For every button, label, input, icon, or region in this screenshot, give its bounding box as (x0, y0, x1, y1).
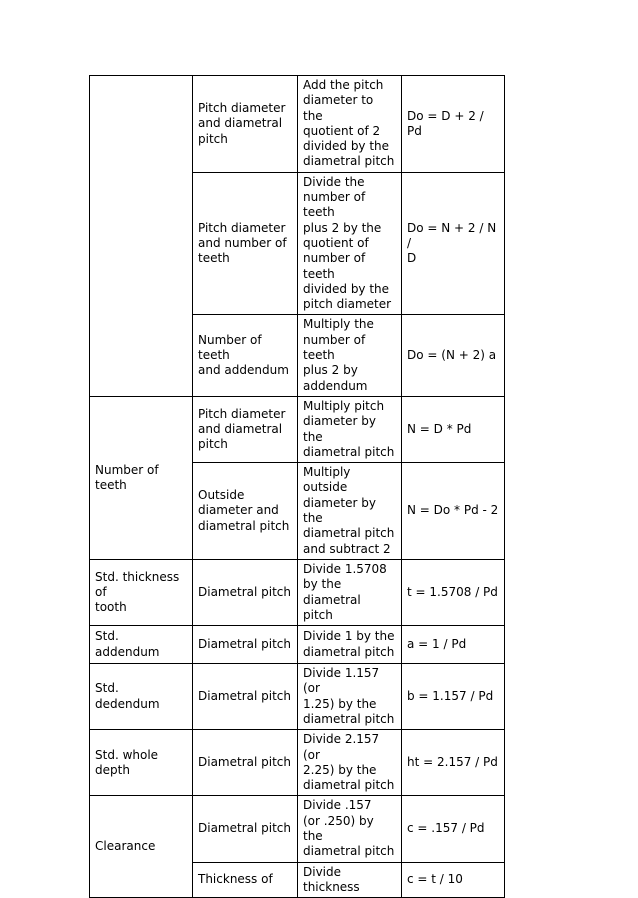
cell-to-find: Clearance (90, 796, 193, 898)
cell-formula: t = 1.5708 / Pd (402, 559, 505, 625)
cell-rule: Divide 1.157 (or 1.25) by the diametral pitch (298, 664, 402, 730)
cell-formula: c = t / 10 (402, 862, 505, 898)
cell-formula: b = 1.157 / Pd (402, 664, 505, 730)
cell-rule: Divide 1.5708 by the diametral pitch (298, 559, 402, 625)
cell-to-find-outside-diameter (90, 76, 193, 397)
cell-rule: Add the pitch diameter to the quotient of 2 divided by the diametral pitch (298, 76, 402, 173)
cell-to-find: Std. thickness of tooth (90, 559, 193, 625)
table-row (90, 626, 505, 664)
table-row (90, 396, 505, 462)
cell-formula: Do = D + 2 / Pd (402, 76, 505, 173)
cell-to-find: Std. dedendum (90, 664, 193, 730)
cell-formula: a = 1 / Pd (402, 626, 505, 664)
table-row (90, 664, 505, 730)
cell-formula: Do = N + 2 / N / D (402, 172, 505, 315)
cell-given: Pitch diameter and number of teeth (193, 172, 298, 315)
cell-to-find: Std. whole depth (90, 730, 193, 796)
cell-given: Diametral pitch (193, 796, 298, 862)
cell-to-find: Number of teeth (90, 396, 193, 559)
cell-rule: Multiply the number of teeth plus 2 by addendum (298, 315, 402, 396)
cell-rule: Divide .157 (or .250) by the diametral pitch (298, 796, 402, 862)
cell-rule: Divide the number of teeth plus 2 by the quotient of number of teeth divided by the pitch diameter (298, 172, 402, 315)
cell-given: Diametral pitch (193, 664, 298, 730)
table-row (90, 730, 505, 796)
gear-formula-table (89, 75, 505, 898)
cell-formula: ht = 2.157 / Pd (402, 730, 505, 796)
cell-formula: c = .157 / Pd (402, 796, 505, 862)
cell-formula: N = Do * Pd - 2 (402, 463, 505, 560)
cell-rule: Multiply outside diameter by the diametral pitch and subtract 2 (298, 463, 402, 560)
table-row (90, 559, 505, 625)
cell-given: Number of teeth and addendum (193, 315, 298, 396)
table-row (90, 76, 505, 173)
cell-given: Diametral pitch (193, 559, 298, 625)
cell-given: Pitch diameter and diametral pitch (193, 76, 298, 173)
cell-formula: Do = (N + 2) a (402, 315, 505, 396)
cell-rule: Divide 1 by the diametral pitch (298, 626, 402, 664)
cell-formula: N = D * Pd (402, 396, 505, 462)
cell-rule: Divide thickness (298, 862, 402, 898)
cell-given: Diametral pitch (193, 730, 298, 796)
cell-given: Outside diameter and diametral pitch (193, 463, 298, 560)
cell-rule: Divide 2.157 (or 2.25) by the diametral pitch (298, 730, 402, 796)
cell-given: Diametral pitch (193, 626, 298, 664)
cell-to-find: Std. addendum (90, 626, 193, 664)
cell-given: Pitch diameter and diametral pitch (193, 396, 298, 462)
cell-rule: Multiply pitch diameter by the diametral pitch (298, 396, 402, 462)
cell-given: Thickness of (193, 862, 298, 898)
table-row (90, 796, 505, 862)
